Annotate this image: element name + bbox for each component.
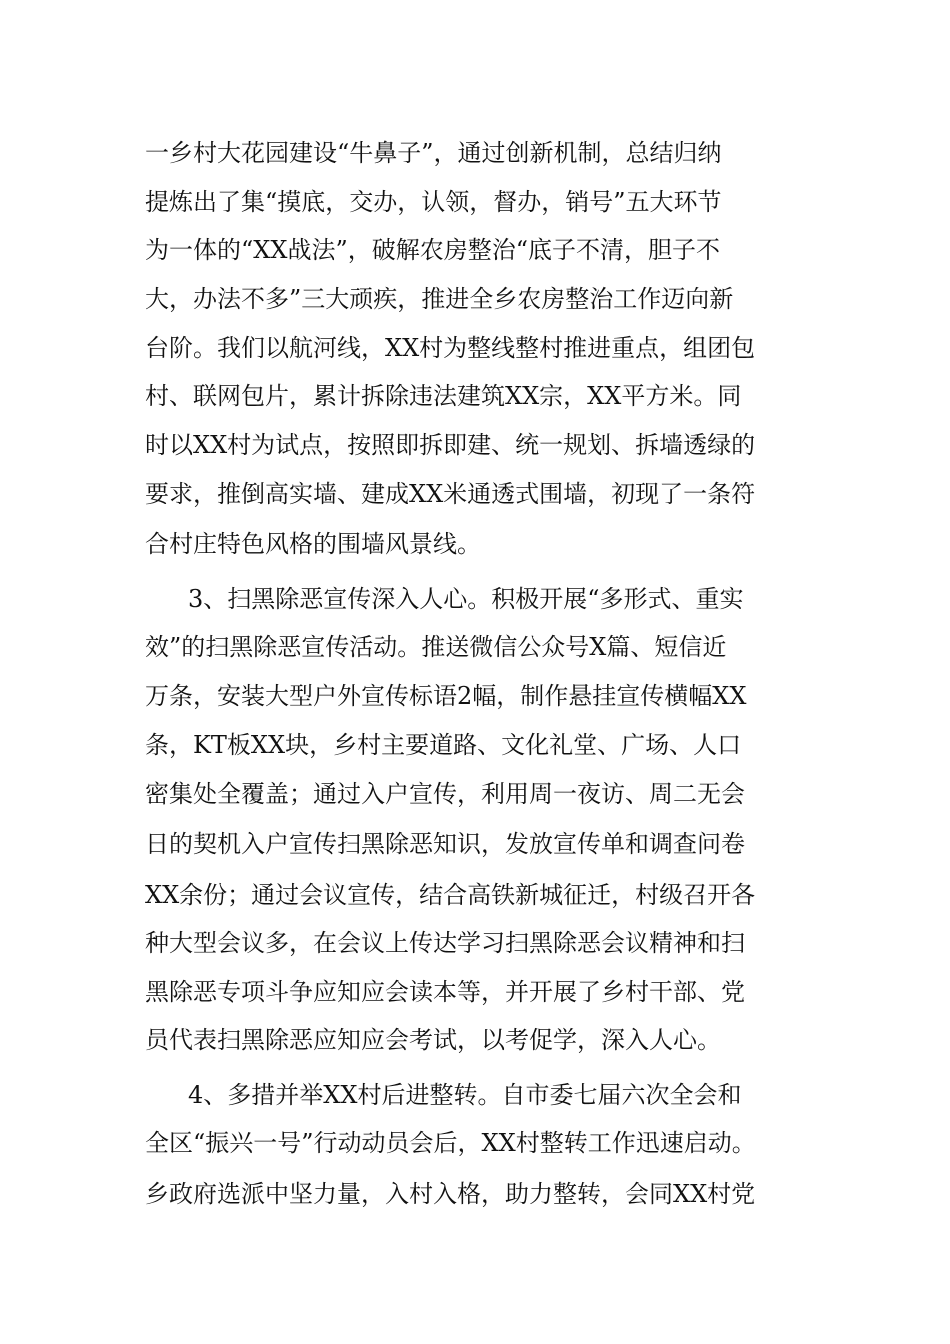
- text-line: 合村庄特色风格的围墙风景线。: [145, 530, 481, 558]
- paragraph-heading-4: 4、多措并举XX村后进整转。自市委七届六次全会和: [188, 1081, 742, 1109]
- text-line: 大，办法不多”三大顽疾，推进全乡农房整治工作迈向新: [145, 285, 734, 313]
- text-line: 条，KT板XX块，乡村主要道路、文化礼堂、广场、人口: [145, 731, 742, 759]
- text-line: 一乡村大花园建设“牛鼻子”，通过创新机制，总结归纳: [145, 139, 722, 167]
- text-line: 效”的扫黑除恶宣传活动。推送微信公众号X篇、短信近: [145, 633, 727, 661]
- text-line: XX余份；通过会议宣传，结合高铁新城征迁，村级召开各: [145, 881, 756, 909]
- text-line: 乡政府选派中坚力量，入村入格，助力整转，会同XX村党: [145, 1180, 756, 1208]
- text-line: 种大型会议多，在会议上传达学习扫黑除恶会议精神和扫: [145, 929, 745, 957]
- text-line: 时以XX村为试点，按照即拆即建、统一规划、拆墙透绿的: [145, 431, 756, 459]
- text-line: 员代表扫黑除恶应知应会考试，以考促学，深入人心。: [145, 1026, 721, 1054]
- text-line: 密集处全覆盖；通过入户宣传，利用周一夜访、周二无会: [145, 780, 745, 808]
- text-line: 黑除恶专项斗争应知应会读本等，并开展了乡村干部、党: [145, 978, 745, 1006]
- text-line: 提炼出了集“摸底，交办，认领，督办，销号”五大环节: [145, 188, 722, 216]
- text-line: 为一体的“XX战法”，破解农房整治“底子不清，胆子不: [145, 236, 720, 264]
- text-line: 村、联网包片，累计拆除违法建筑XX宗，XX平方米。同: [145, 382, 742, 410]
- text-line: 全区“振兴一号”行动动员会后，XX村整转工作迅速启动。: [145, 1129, 756, 1157]
- text-line: 日的契机入户宣传扫黑除恶知识，发放宣传单和调查问卷: [145, 830, 745, 858]
- text-line: 万条，安装大型户外宣传标语2幅，制作悬挂宣传横幅XX: [145, 682, 747, 710]
- paragraph-heading-3: 3、扫黑除恶宣传深入人心。积极开展“多形式、重实: [188, 585, 744, 613]
- text-line: 台阶。我们以航河线，XX村为整线整村推进重点，组团包: [145, 334, 756, 362]
- text-line: 要求，推倒高实墙、建成XX米通透式围墙，初现了一条符: [145, 480, 756, 508]
